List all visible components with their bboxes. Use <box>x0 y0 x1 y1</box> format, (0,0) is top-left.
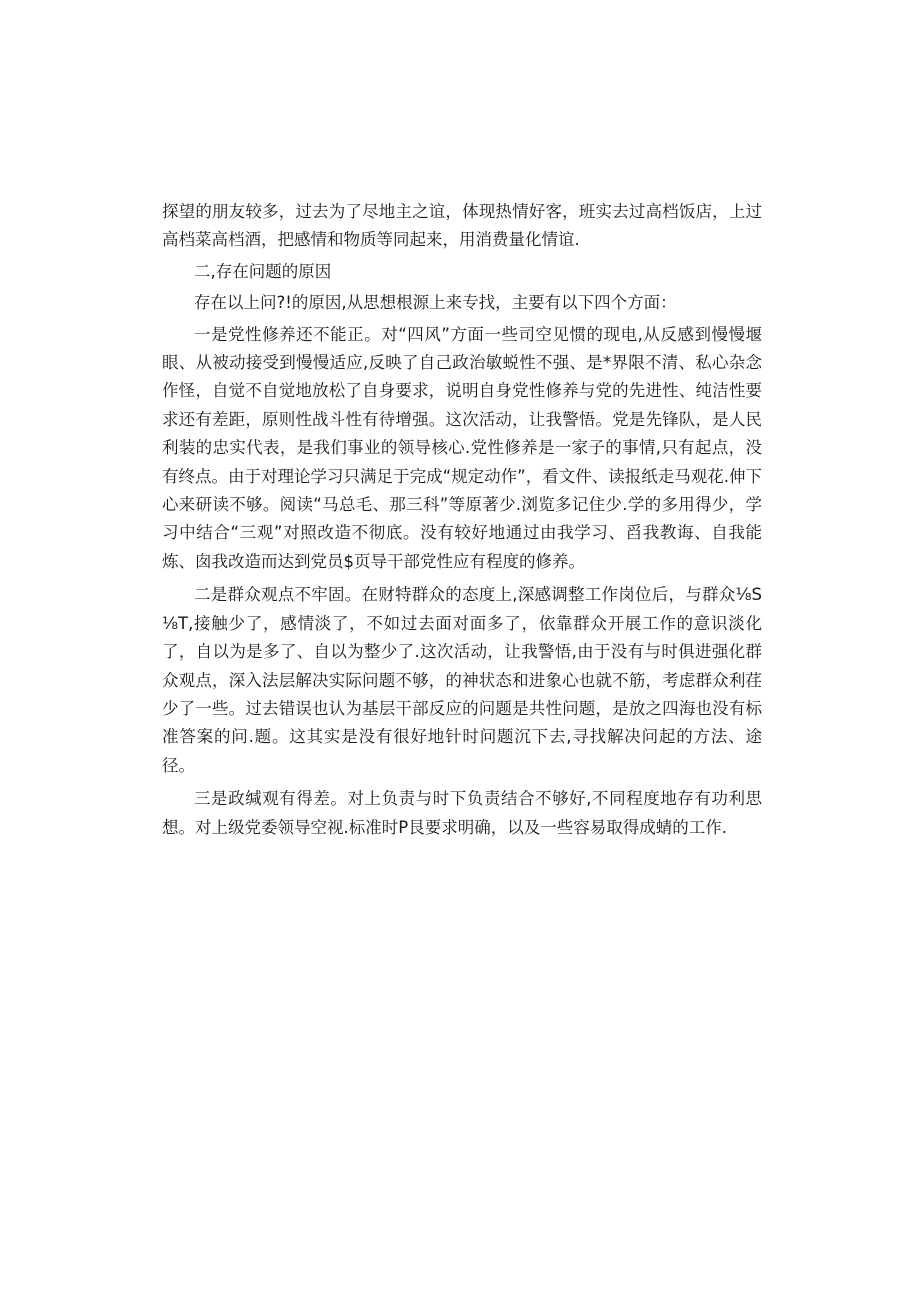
paragraph-reason-two: 二是群众观点不牢固。在财特群众的态度上,深感调整工作岗位后，与群众⅛S⅛T,接触少了，感情淡了，不如过去面对面多了，依靠群众开展工作的意识淡化了，自以为是多了、自以为整少了.这次活动，让我警悟,由于没有与时俱进强化群众观点，深入法层解决实际问题不够，的神状态和进象心也就不筋，考虑群众利荏少了一些。过去错误也认为基层干部反应的问题是共性问题，是放之四海也没有标准答案的问.题。这其实是没有很好地针时问题沉下去,寻找解决问起的方法、途径。 <box>162 585 762 775</box>
paragraph-continuation: 探望的朋友较多，过去为了尽地主之谊，体现热情好客，班实去过高档饭店，上过高档菜高档酒，把感情和物质等同起来，用消费量化情谊. <box>162 202 762 250</box>
paragraph-intro: 存在以上问?!的原因,从思想根源上来专找，主要有以下四个方面： <box>194 293 677 313</box>
section-heading: 二,存在问题的原因 <box>194 261 332 281</box>
document-body <box>162 198 762 842</box>
paragraph-reason-one: 一是党性修养还不能正。对“四风”方面一些司空见惯的现电,从反感到慢慢堰眼、从被动接受到慢慢适应,反映了自己政治敏蜕性不强、是*界限不清、私心杂念作怪，自觉不自觉地放松了自身要求，说明自身党性修养与党的先进性、纯洁性要求还有差距，原则性战斗性有待增强。这次活动，让我警悟。党是先锋队，是人民利装的忠实代表，是我们事业的领导核心.党性修养是一家子的事情,只有起点，没有终点。由于对理论学习只满足于完成“规定动作”，看文件、读报纸走马观花.伸下心来研读不够。阅读“马总毛、那三科”等原著少.浏览多记住少.学的多用得少，学习中结合“三观”对照改造不彻底。没有较好地通过由我学习、舀我教诲、自我能炼、囱我改造而达到党员$页导干部党性应有程度的修养。 <box>162 324 762 571</box>
paragraph-reason-three: 三是政缄观有得差。对上负责与时下负责结合不够好,不同程度地存有功利思想。对上级党委领导空视.标准时P艮要求明确，以及一些容易取得成蜻的工作. <box>162 789 762 837</box>
